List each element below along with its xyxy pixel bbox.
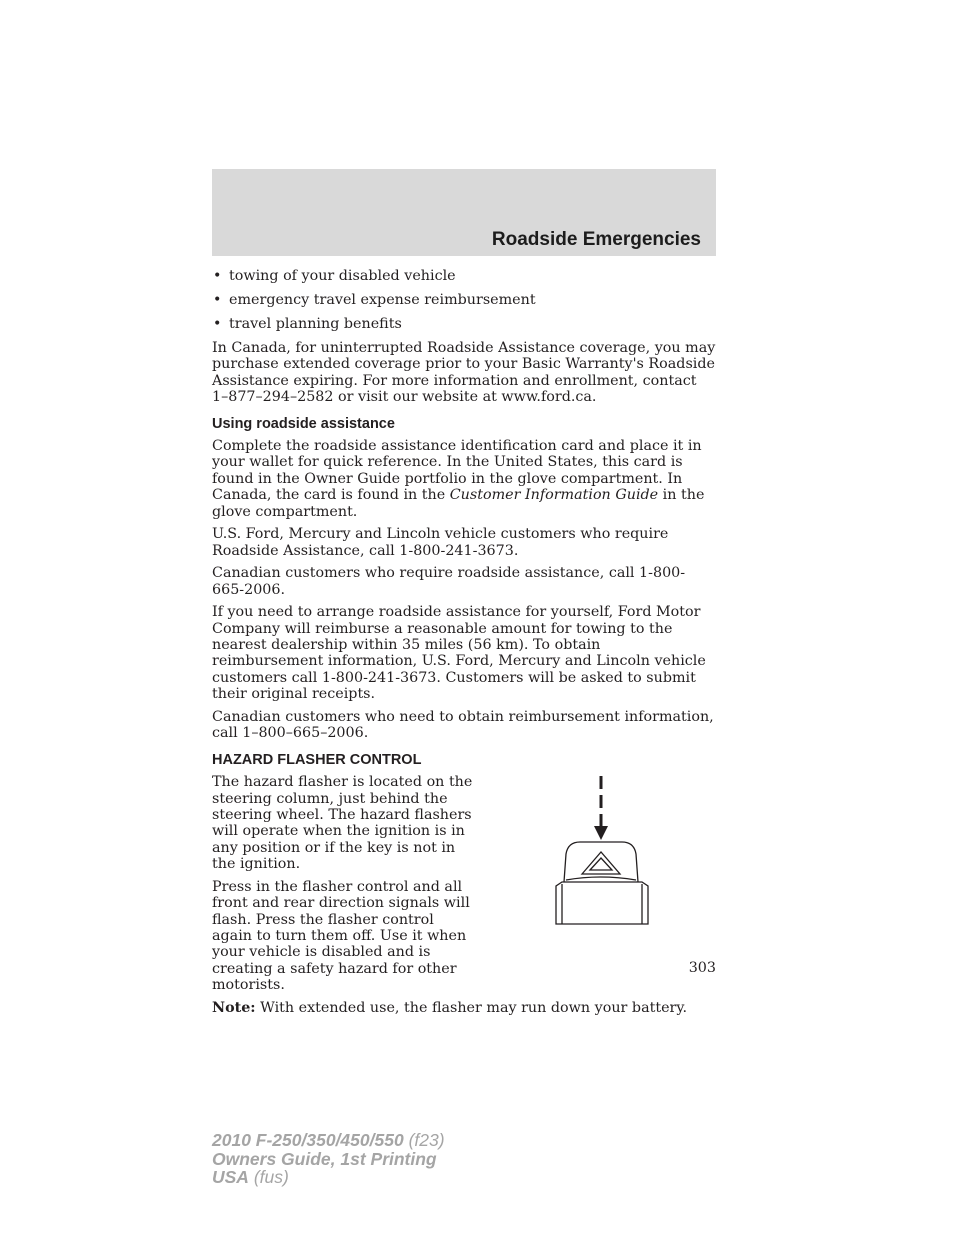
- reimbursement-paragraph: If you need to arrange roadside assistance for yourself, Ford Motor Company will reimburse a reasonable amount for towing to the nearest dealership within 35 miles (56 km). To obtain reimbursement information, U.S. Ford, Mercury and Lincoln vehicle customers call 1-800-241-3673. Customers will be asked to submit their original receipts.: [212, 604, 706, 703]
- canadian-customers-paragraph: Canadian customers who require roadside assistance, call 1-800-665-2006.: [212, 565, 686, 598]
- battery-note: [212, 1000, 716, 1016]
- footer-market: USA: [212, 1167, 249, 1187]
- card-text-start: Complete the roadside assistance identification card and place it in your wallet for quick reference. In the United States, this card is found in the Owner Guide portfolio in the glove compartment. In Canada, the card is found in the: [212, 438, 702, 504]
- document-footer: [212, 1131, 445, 1187]
- footer-line-1: [212, 1131, 445, 1150]
- press-arrow-icon: [594, 776, 608, 840]
- us-customers-paragraph: U.S. Ford, Mercury and Lincoln vehicle customers who require Roadside Assistance, call 1-800-241-3673.: [212, 526, 669, 559]
- hazard-text: [212, 774, 474, 993]
- list-item: • towing of your disabled vehicle: [212, 268, 716, 284]
- hazard-button-icon: [556, 842, 648, 924]
- canadian-reimbursement-paragraph: Canadian customers who need to obtain reimbursement information, call 1–800–665–2006.: [212, 708, 714, 742]
- note-label: Note:: [212, 999, 256, 1016]
- guide-title: Customer Information Guide: [449, 487, 659, 504]
- hazard-flasher-illustration: [550, 774, 650, 934]
- card-text-end: in the glove compartment.: [212, 487, 705, 520]
- hazard-heading: HAZARD FLASHER CONTROL: [212, 751, 422, 768]
- section-title: Roadside Emergencies: [491, 229, 701, 250]
- coverage-list: [212, 268, 716, 332]
- hazard-location-paragraph: The hazard flasher is located on the steering column, just behind the steering wheel. The hazard flashers will operate when the ignition is in any position or if the key is not in the ignition.: [212, 774, 473, 873]
- canada-coverage-paragraph: In Canada, for uninterrupted Roadside Assistance coverage, you may purchase extended coverage prior to your Basic Warranty's Roadside Assistance expiring. For more information and enrollment, contact 1–877–294–2582 or visit our website at www.ford.ca.: [212, 340, 716, 406]
- list-item: • emergency travel expense reimbursement: [212, 292, 716, 308]
- footer-printing: Owners Guide, 1st Printing: [212, 1148, 437, 1169]
- card-paragraph: [212, 438, 716, 520]
- footer-market-code: (fus): [248, 1167, 289, 1187]
- page-content: [212, 268, 716, 1022]
- footer-model: 2010 F-250/350/450/550: [212, 1130, 404, 1150]
- list-item: • travel planning benefits: [212, 316, 716, 332]
- header-band: [212, 169, 716, 256]
- footer-line-3: [212, 1168, 445, 1187]
- note-text: With extended use, the flasher may run down your battery.: [255, 999, 688, 1016]
- page-number: 303: [688, 960, 716, 976]
- hazard-usage-paragraph: Press in the flasher control and all front and rear direction signals will flash. Press the flasher control again to turn them off. Use it when your vehicle is disabled and is creating a safety hazard for other motorists.: [212, 878, 470, 994]
- using-roadside-heading: Using roadside assistance: [212, 415, 395, 432]
- footer-line-2: [212, 1150, 445, 1169]
- footer-model-code: (f23): [403, 1130, 445, 1150]
